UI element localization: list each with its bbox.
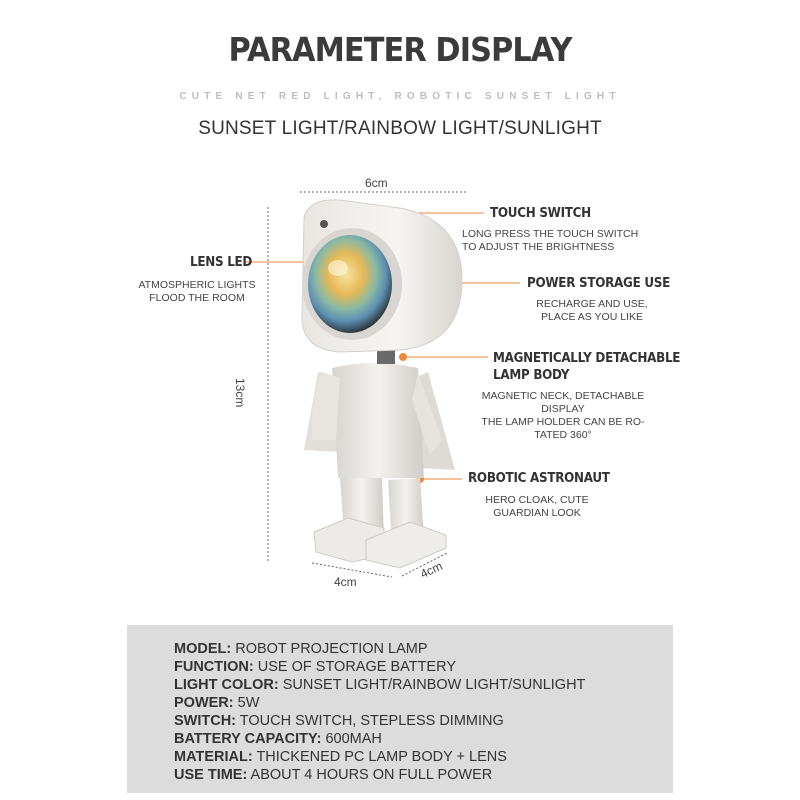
callout-robotic-title: ROBOTIC ASTRONAUT bbox=[468, 471, 610, 486]
spec-label: SWITCH: bbox=[174, 713, 237, 729]
torso bbox=[332, 363, 424, 478]
spec-label: POWER: bbox=[174, 695, 234, 711]
callout-magnetic-title bbox=[493, 350, 680, 384]
spec-label: MATERIAL: bbox=[174, 749, 253, 765]
spec-row-use-time bbox=[174, 767, 492, 783]
callout-desc-line: DISPLAY bbox=[541, 403, 585, 415]
spec-value: ROBOT PROJECTION LAMP bbox=[231, 641, 428, 657]
callout-desc-line: HERO CLOAK, CUTE bbox=[485, 494, 589, 506]
spec-row-function bbox=[174, 659, 456, 675]
spec-row-model bbox=[174, 641, 428, 657]
spec-row-light-color bbox=[174, 677, 585, 693]
dimension-base-side-label: 4cm bbox=[418, 558, 445, 582]
callout-power-storage-desc bbox=[522, 298, 662, 324]
tagline: CUTE NET RED LIGHT, ROBOTIC SUNSET LIGHT bbox=[179, 91, 621, 102]
spec-row-material bbox=[174, 749, 507, 765]
left-arm bbox=[312, 372, 340, 440]
lens bbox=[308, 235, 392, 333]
callout-desc-line: RECHARGE AND USE, bbox=[536, 298, 648, 310]
dimension-base-front-label: 4cm bbox=[334, 575, 357, 589]
callout-desc-line: PLACE AS YOU LIKE bbox=[541, 311, 643, 323]
callout-lens-led-desc bbox=[128, 279, 266, 305]
callout-desc-line: GUARDIAN LOOK bbox=[493, 507, 581, 519]
spec-value: USE OF STORAGE BATTERY bbox=[253, 659, 456, 675]
callout-title-line: MAGNETICALLY DETACHABLE bbox=[493, 351, 681, 366]
spec-panel bbox=[127, 625, 673, 793]
callout-robotic-desc bbox=[462, 494, 612, 520]
callout-title-line: LAMP BODY bbox=[493, 368, 570, 383]
callout-touch-switch-desc bbox=[462, 228, 638, 254]
spec-row-switch bbox=[174, 713, 504, 729]
subtitle: SUNSET LIGHT/RAINBOW LIGHT/SUNLIGHT bbox=[198, 118, 602, 139]
spec-row-power bbox=[174, 695, 259, 711]
callout-desc-line: FLOOD THE ROOM bbox=[149, 292, 245, 304]
callout-desc-line: TO ADJUST THE BRIGHTNESS bbox=[462, 241, 615, 253]
spec-label: USE TIME: bbox=[174, 767, 248, 783]
callout-desc-line: ATMOSPHERIC LIGHTS bbox=[138, 279, 256, 291]
dimension-width-label: 6cm bbox=[365, 176, 388, 190]
spec-label: BATTERY CAPACITY: bbox=[174, 731, 322, 747]
spec-value: ABOUT 4 HOURS ON FULL POWER bbox=[247, 767, 493, 783]
callout-desc-line: TATED 360° bbox=[534, 429, 592, 441]
spec-value: SUNSET LIGHT/RAINBOW LIGHT/SUNLIGHT bbox=[278, 677, 586, 693]
spec-label: MODEL: bbox=[174, 641, 232, 657]
callout-desc-line: THE LAMP HOLDER CAN BE RO- bbox=[481, 416, 645, 428]
callout-desc-line: MAGNETIC NECK, DETACHABLE bbox=[481, 390, 645, 402]
spec-label: FUNCTION: bbox=[174, 659, 254, 675]
callout-desc-line: LONG PRESS THE TOUCH SWITCH bbox=[462, 228, 639, 240]
dimension-height-label: 13cm bbox=[233, 378, 247, 408]
callout-magnetic-desc bbox=[465, 390, 661, 442]
callout-touch-switch-title: TOUCH SWITCH bbox=[490, 206, 591, 221]
spec-value: 5W bbox=[233, 695, 260, 711]
callout-power-storage-title: POWER STORAGE USE bbox=[527, 276, 671, 291]
page-title: PARAMETER DISPLAY bbox=[228, 30, 572, 69]
spec-label: LIGHT COLOR: bbox=[174, 677, 279, 693]
spec-value: THICKENED PC LAMP BODY + LENS bbox=[252, 749, 507, 765]
callout-lens-led-title: LENS LED bbox=[190, 255, 253, 270]
spec-value: TOUCH SWITCH, STEPLESS DIMMING bbox=[236, 713, 504, 729]
touch-switch-dot bbox=[320, 220, 328, 228]
spec-row-battery bbox=[174, 731, 382, 747]
spec-value: 600MAH bbox=[321, 731, 382, 747]
